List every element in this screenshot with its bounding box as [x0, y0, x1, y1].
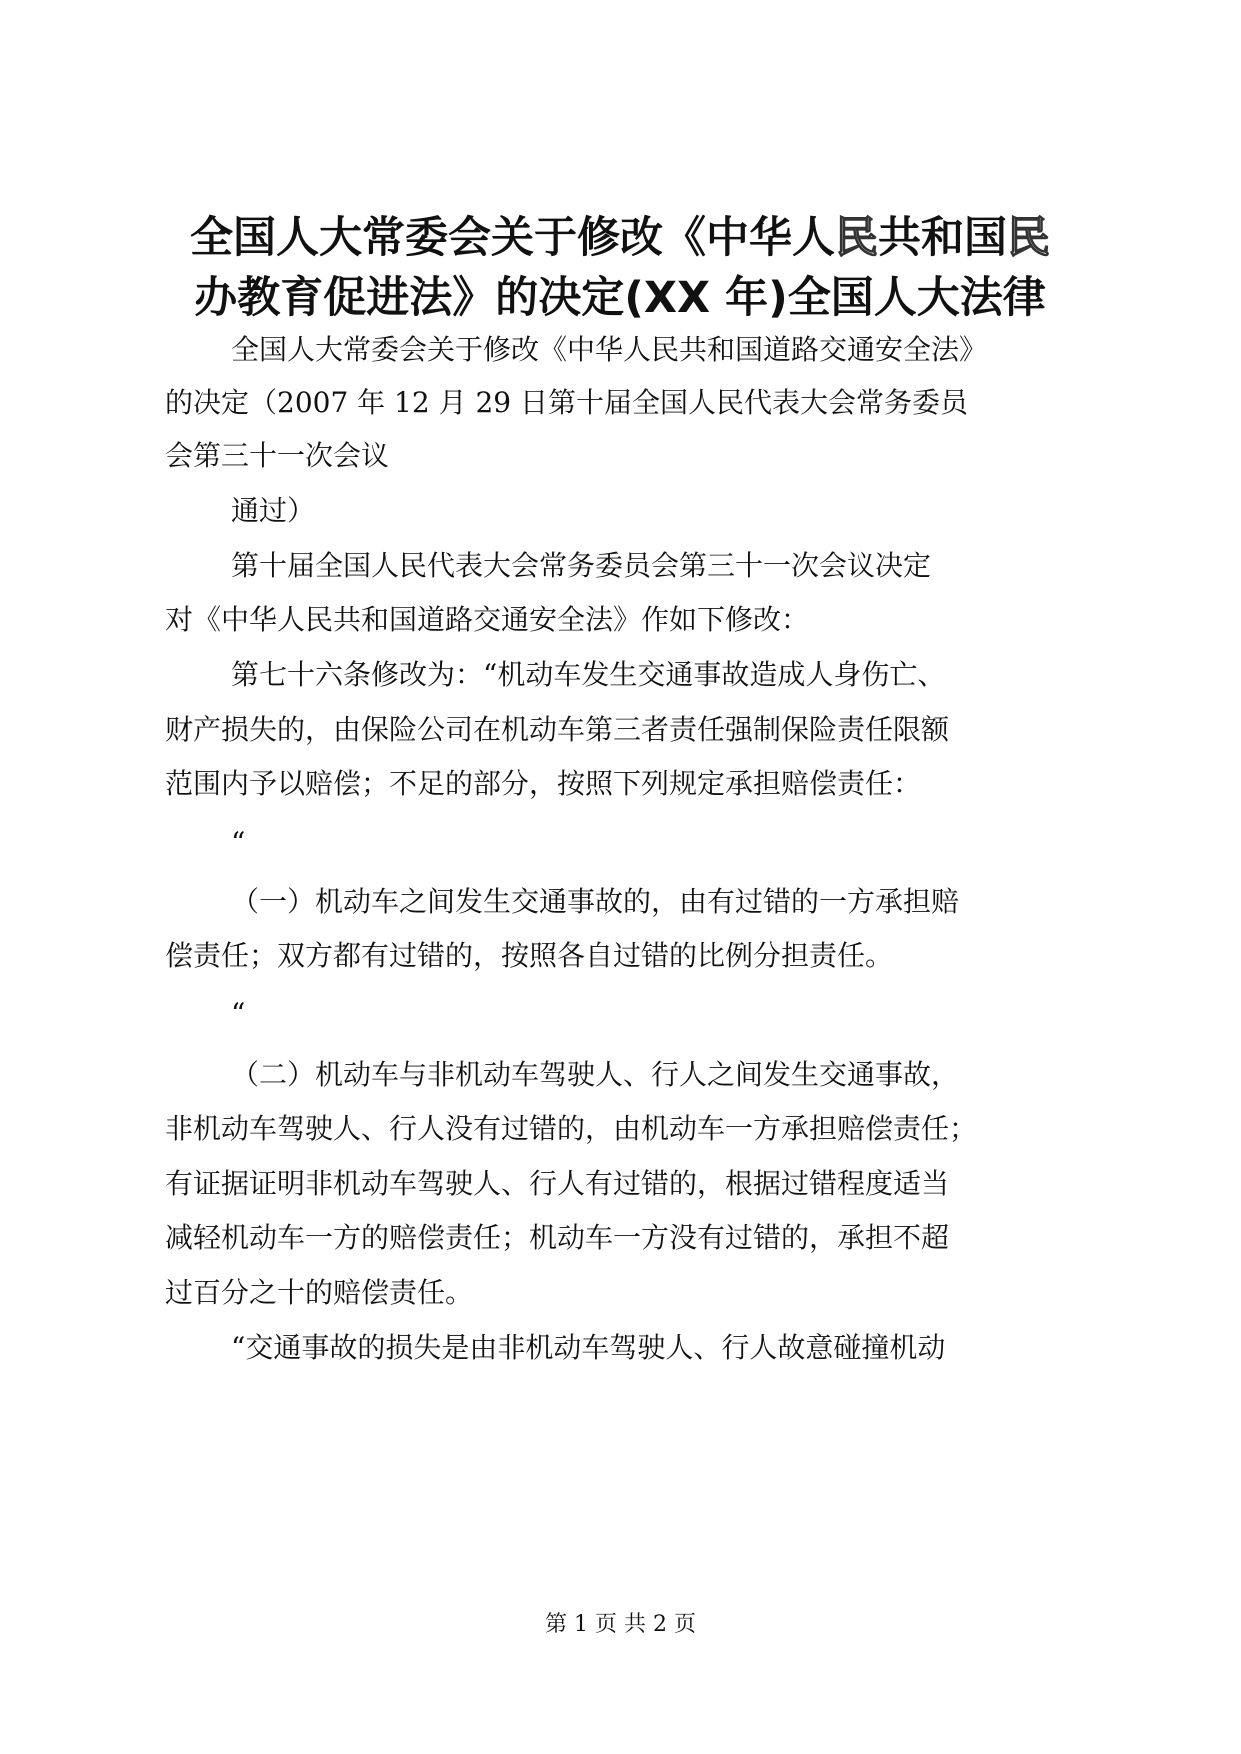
text-line: 对《中华人民共和国道路交通安全法》作如下修改：	[165, 603, 810, 636]
text-line: 过百分之十的赔偿责任。	[165, 1276, 474, 1309]
title-outlined-char-1: 民	[835, 213, 878, 263]
text-line: “交通事故的损失是由非机动车驾驶人、行人故意碰撞机动	[231, 1331, 946, 1364]
text-line: 偿责任；双方都有过错的，按照各自过错的比例分担责任。	[165, 939, 894, 972]
text-line: “	[231, 997, 246, 1030]
page-footer: 第 1 页 共 2 页	[545, 1612, 696, 1637]
title-line-1	[140, 208, 1100, 268]
text-line: 范围内予以赔偿；不足的部分，按照下列规定承担赔偿责任：	[165, 767, 922, 800]
document-title	[140, 208, 1100, 328]
text-line: （二）机动车与非机动车驾驶人、行人之间发生交通事故，	[231, 1058, 960, 1091]
title-line-2: 办教育促进法》的决定(XX 年)全国人大法律	[194, 273, 1046, 323]
text-line: 有证据证明非机动车驾驶人、行人有过错的，根据过错程度适当	[165, 1167, 950, 1200]
title-outlined-char-2: 民	[1007, 213, 1050, 263]
text-line: 非机动车驾驶人、行人没有过错的，由机动车一方承担赔偿责任；	[165, 1112, 978, 1145]
text-line: 第十届全国人民代表大会常务委员会第三十一次会议决定	[231, 549, 932, 582]
text-line: 减轻机动车一方的赔偿责任；机动车一方没有过错的，承担不超	[165, 1221, 950, 1254]
text-line: “	[231, 826, 246, 859]
text-line: 会第三十一次会议	[165, 439, 390, 472]
text-line: 的决定（2007 年 12 月 29 日第十届全国人民代表大会常务委员	[165, 386, 969, 419]
text-line: （一）机动车之间发生交通事故的，由有过错的一方承担赔	[231, 885, 960, 918]
text-line: 全国人大常委会关于修改《中华人民共和国道路交通安全法》	[231, 333, 988, 366]
text-line: 第七十六条修改为：“机动车发生交通事故造成人身伤亡、	[231, 658, 946, 691]
text-line: 财产损失的，由保险公司在机动车第三者责任强制保险责任限额	[165, 713, 950, 746]
text-line: 通过）	[231, 494, 316, 527]
title-line-1-part-b: 共和国	[878, 213, 1007, 263]
title-line-1-part-a: 全国人大常委会关于修改《中华人	[190, 213, 835, 263]
